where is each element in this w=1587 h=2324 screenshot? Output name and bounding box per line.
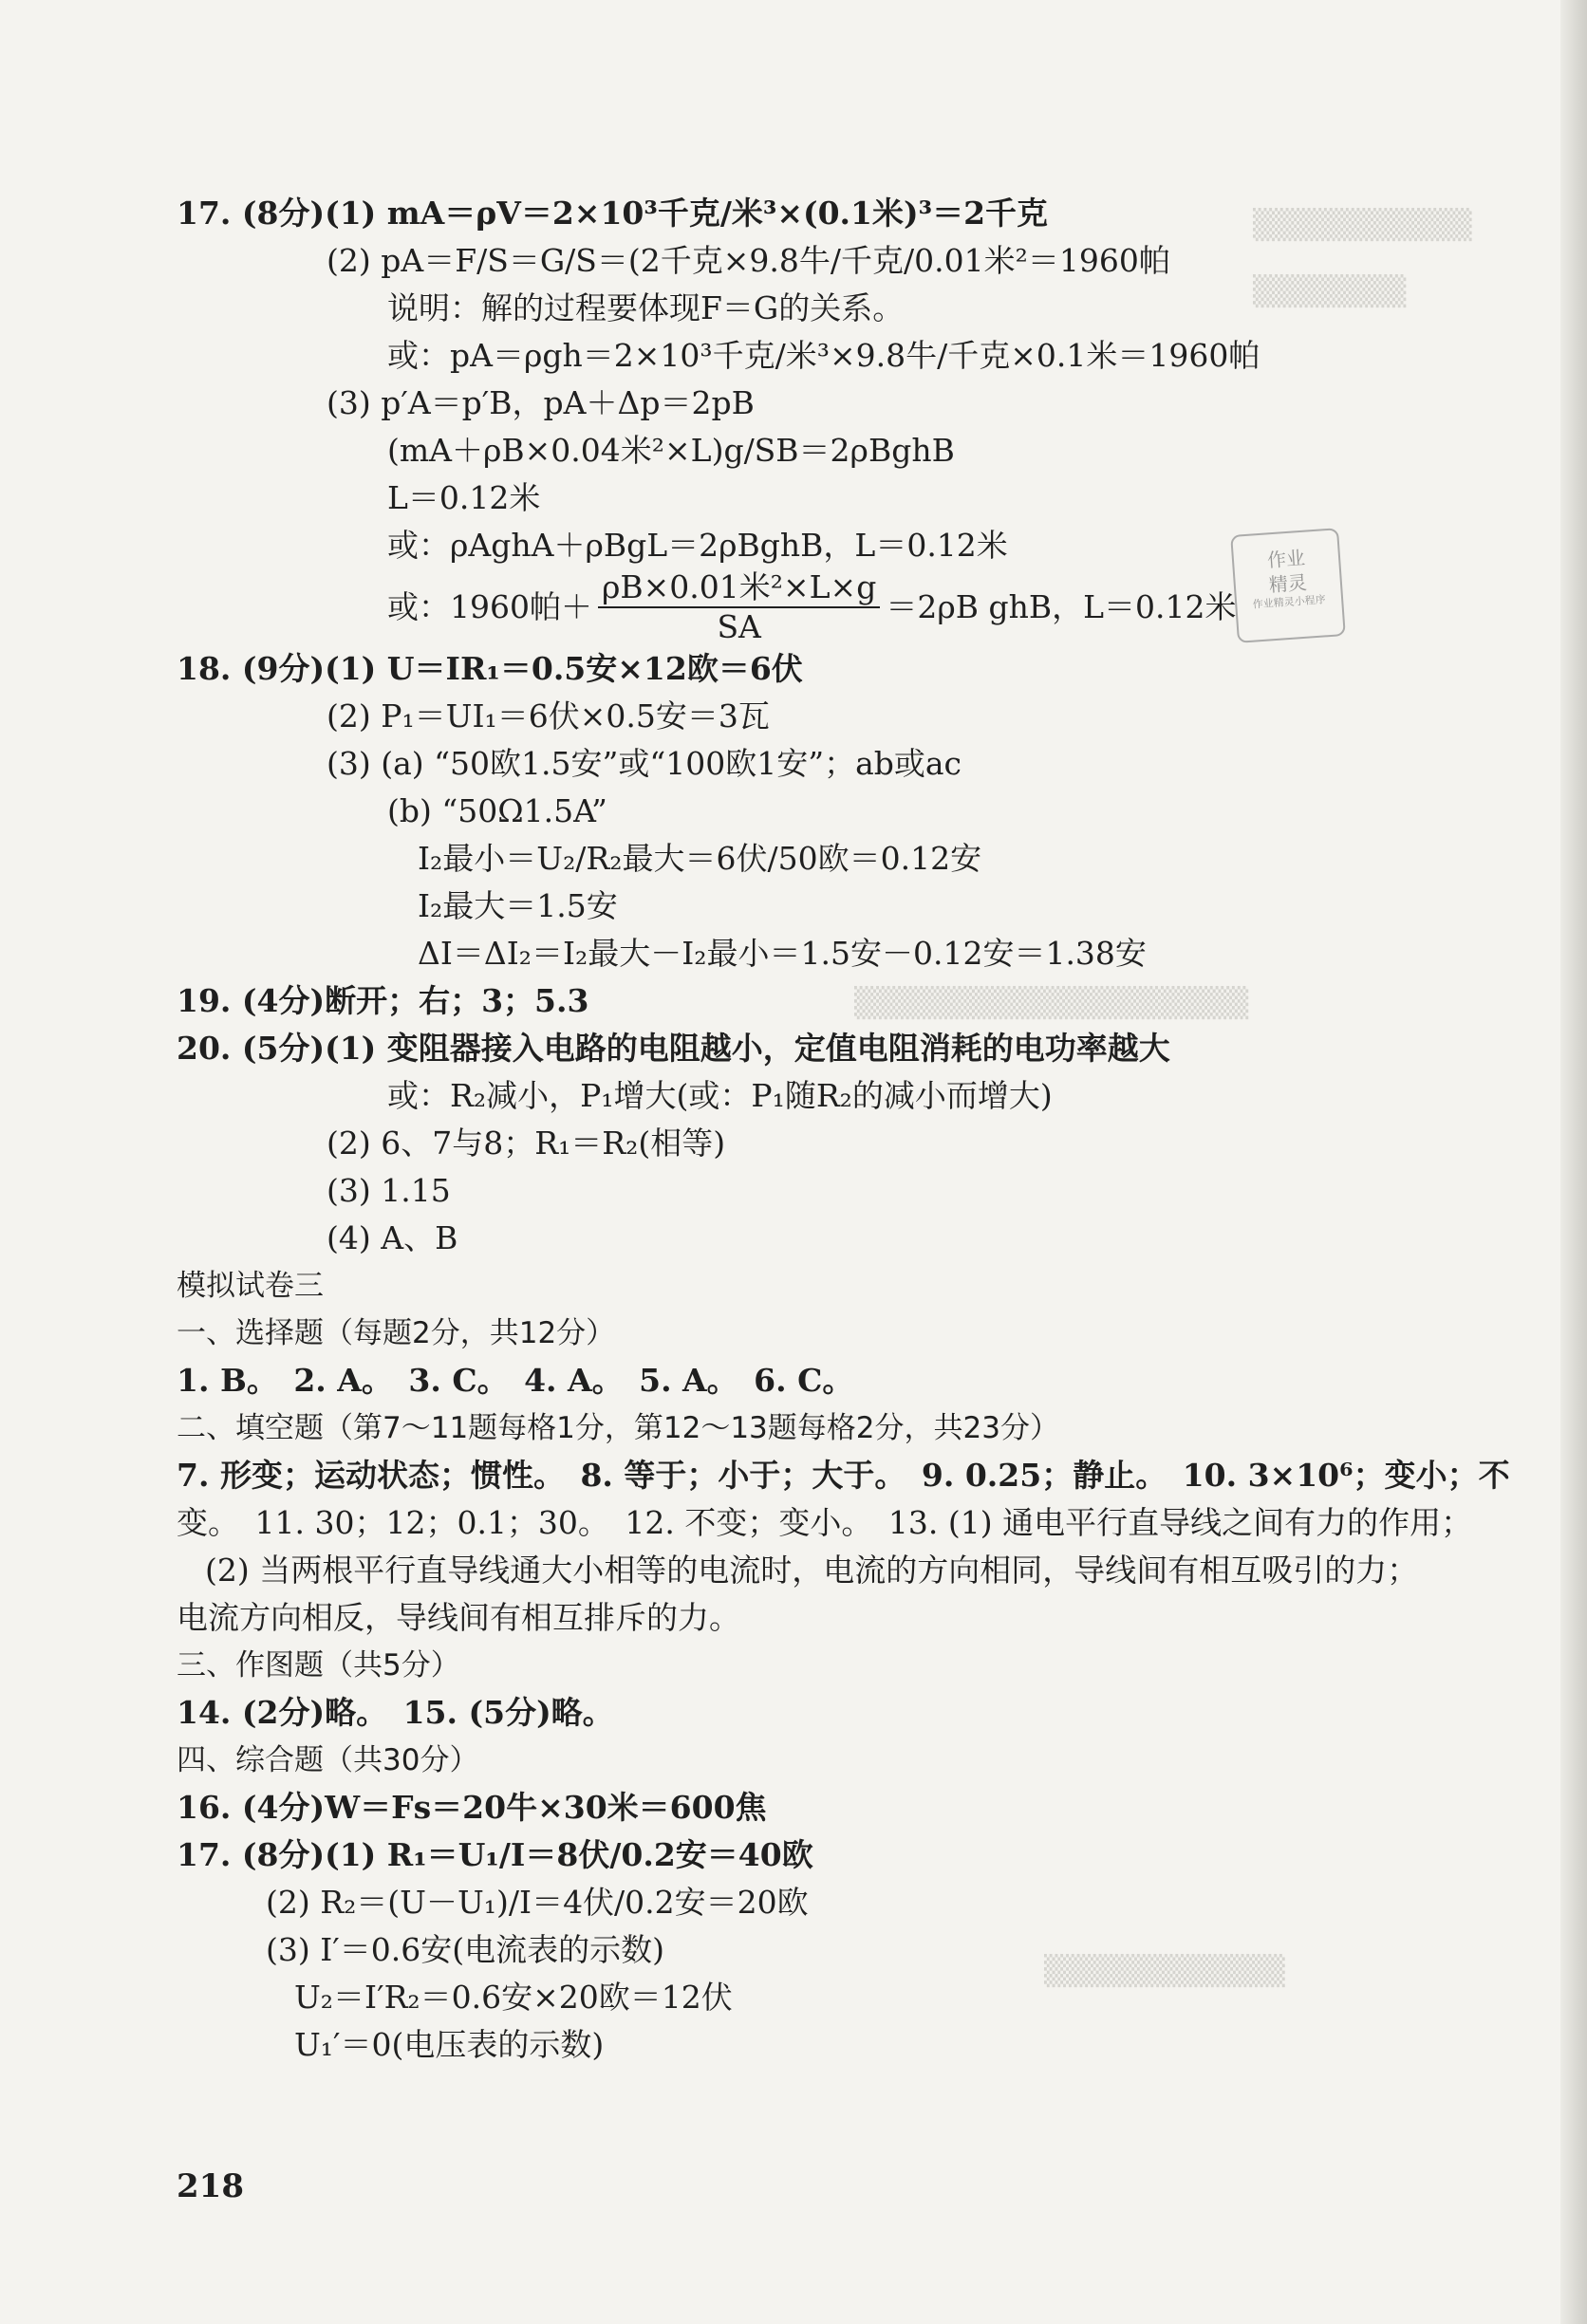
fill-answer-line: 电流方向相反，导线间有相互排斥的力。: [177, 1599, 740, 1636]
fill-answer-line: 7. 形变；运动状态；惯性。 8. 等于；小于；大于。 9. 0.25；静止。 10. 3×10⁶；变小；不: [177, 1457, 1510, 1494]
answer-line: L＝0.12米: [387, 479, 541, 516]
answer-line: 19. (4分)断开；右；3；5.3: [177, 982, 589, 1019]
answer-line: ΔI＝ΔI₂＝I₂最大－I₂最小＝1.5安－0.12安＝1.38安: [418, 935, 1147, 972]
answer-line: 说明：解的过程要体现F＝G的关系。: [387, 289, 905, 326]
choice-answers: 1. B。 2. A。 3. C。 4. A。 5. A。 6. C。: [177, 1362, 854, 1399]
answer-line: (2) pA＝F/S＝G/S＝(2千克×9.8牛/千克/0.01米²＝1960帕: [327, 242, 1170, 279]
fill-answer-line: 变。 11. 30；12；0.1；30。 12. 不变；变小。 13. (1) 通电平行直导线之间有力的作用；: [177, 1504, 1473, 1541]
section-heading: 四、综合题（共30分）: [177, 1743, 479, 1777]
drawing-answers: 14. (2分)略。 15. (5分)略。: [177, 1694, 614, 1731]
fraction-numerator: ρB×0.01米²×L×g: [598, 568, 880, 608]
bleed-through-decoration: ▒▒▒▒▒▒▒▒▒▒▒▒▒▒▒▒▒▒: [854, 987, 1249, 1020]
fraction-line: [177, 569, 1505, 645]
answer-line: 16. (4分)W＝Fs＝20牛×30米＝600焦: [177, 1789, 767, 1826]
watermark-line: 精灵: [1268, 570, 1308, 597]
answer-content: [177, 190, 1510, 2069]
answer-line: U₂＝I′R₂＝0.6安×20欧＝12伏: [294, 1979, 733, 2016]
answer-line: (2) P₁＝UI₁＝6伏×0.5安＝3瓦: [327, 697, 770, 734]
answer-line: 17. (8分)(1) R₁＝U₁/I＝8伏/0.2安＝40欧: [177, 1836, 813, 1873]
answer-line: I₂最小＝U₂/R₂最大＝6伏/50欧＝0.12安: [418, 840, 982, 877]
fraction: [598, 568, 880, 646]
answer-line: (3) p′A＝p′B，pA＋Δp＝2pB: [327, 384, 755, 421]
exam-title: 模拟试卷三: [177, 1269, 324, 1303]
bleed-through-decoration: ▒▒▒▒▒▒▒▒▒▒: [1253, 209, 1472, 242]
page-edge-shadow: [1560, 0, 1587, 2324]
fill-answer-line: (2) 当两根平行直导线通大小相等的电流时，电流的方向相同，导线间有相互吸引的力；: [205, 1552, 1419, 1589]
watermark-line: 作业精灵小程序: [1252, 593, 1327, 611]
answer-line: 18. (9分)(1) U＝IR₁＝0.5安×12欧＝6伏: [177, 650, 803, 687]
answer-line: 或：ρAghA＋ρBgL＝2ρBghB，L＝0.12米: [387, 527, 1008, 564]
answer-line: (3) (a) “50欧1.5安”或“100欧1安”；ab或ac: [327, 745, 962, 782]
section-heading: 三、作图题（共5分）: [177, 1648, 460, 1683]
fraction-suffix: ＝2ρB ghB，L＝0.12米: [886, 588, 1237, 625]
bleed-through-decoration: ▒▒▒▒▒▒▒▒▒▒▒: [1044, 1955, 1285, 1988]
answer-line: (4) A、B: [327, 1219, 458, 1256]
answer-line: 17. (8分)(1) mA＝ρV＝2×10³千克/米³×(0.1米)³＝2千克: [177, 195, 1049, 232]
answer-line: I₂最大＝1.5安: [418, 887, 618, 924]
fraction-denominator: SA: [717, 608, 761, 645]
section-heading: 二、填空题（第7～11题每格1分，第12～13题每格2分，共23分）: [177, 1411, 1059, 1445]
answer-line: U₁′＝0(电压表的示数): [294, 2026, 605, 2063]
answer-line: (2) R₂＝(U－U₁)/I＝4伏/0.2安＝20欧: [266, 1884, 809, 1921]
watermark-line: 作业: [1266, 546, 1306, 572]
answer-line: 20. (5分)(1) 变阻器接入电路的电阻越小，定值电阻消耗的电功率越大: [177, 1030, 1170, 1067]
page-number: 218: [177, 2167, 244, 2205]
fraction-prefix: 或：1960帕＋: [387, 588, 592, 625]
answer-line: 或：pA＝ρgh＝2×10³千克/米³×9.8牛/千克×0.1米＝1960帕: [387, 337, 1260, 374]
answer-line: (mA＋ρB×0.04米²×L)g/SB＝2ρBghB: [387, 432, 955, 469]
bleed-through-decoration: ▒▒▒▒▒▒▒: [1253, 275, 1407, 308]
answer-line: (b) “50Ω1.5A”: [387, 792, 607, 829]
section-heading: 一、选择题（每题2分，共12分）: [177, 1316, 616, 1350]
answer-line: (3) I′＝0.6安(电流表的示数): [266, 1931, 664, 1968]
answer-line: 或：R₂减小，P₁增大(或：P₁随R₂的减小而增大): [387, 1077, 1053, 1114]
answer-line: (3) 1.15: [327, 1172, 451, 1209]
answer-line: (2) 6、7与8；R₁＝R₂(相等): [327, 1125, 726, 1162]
